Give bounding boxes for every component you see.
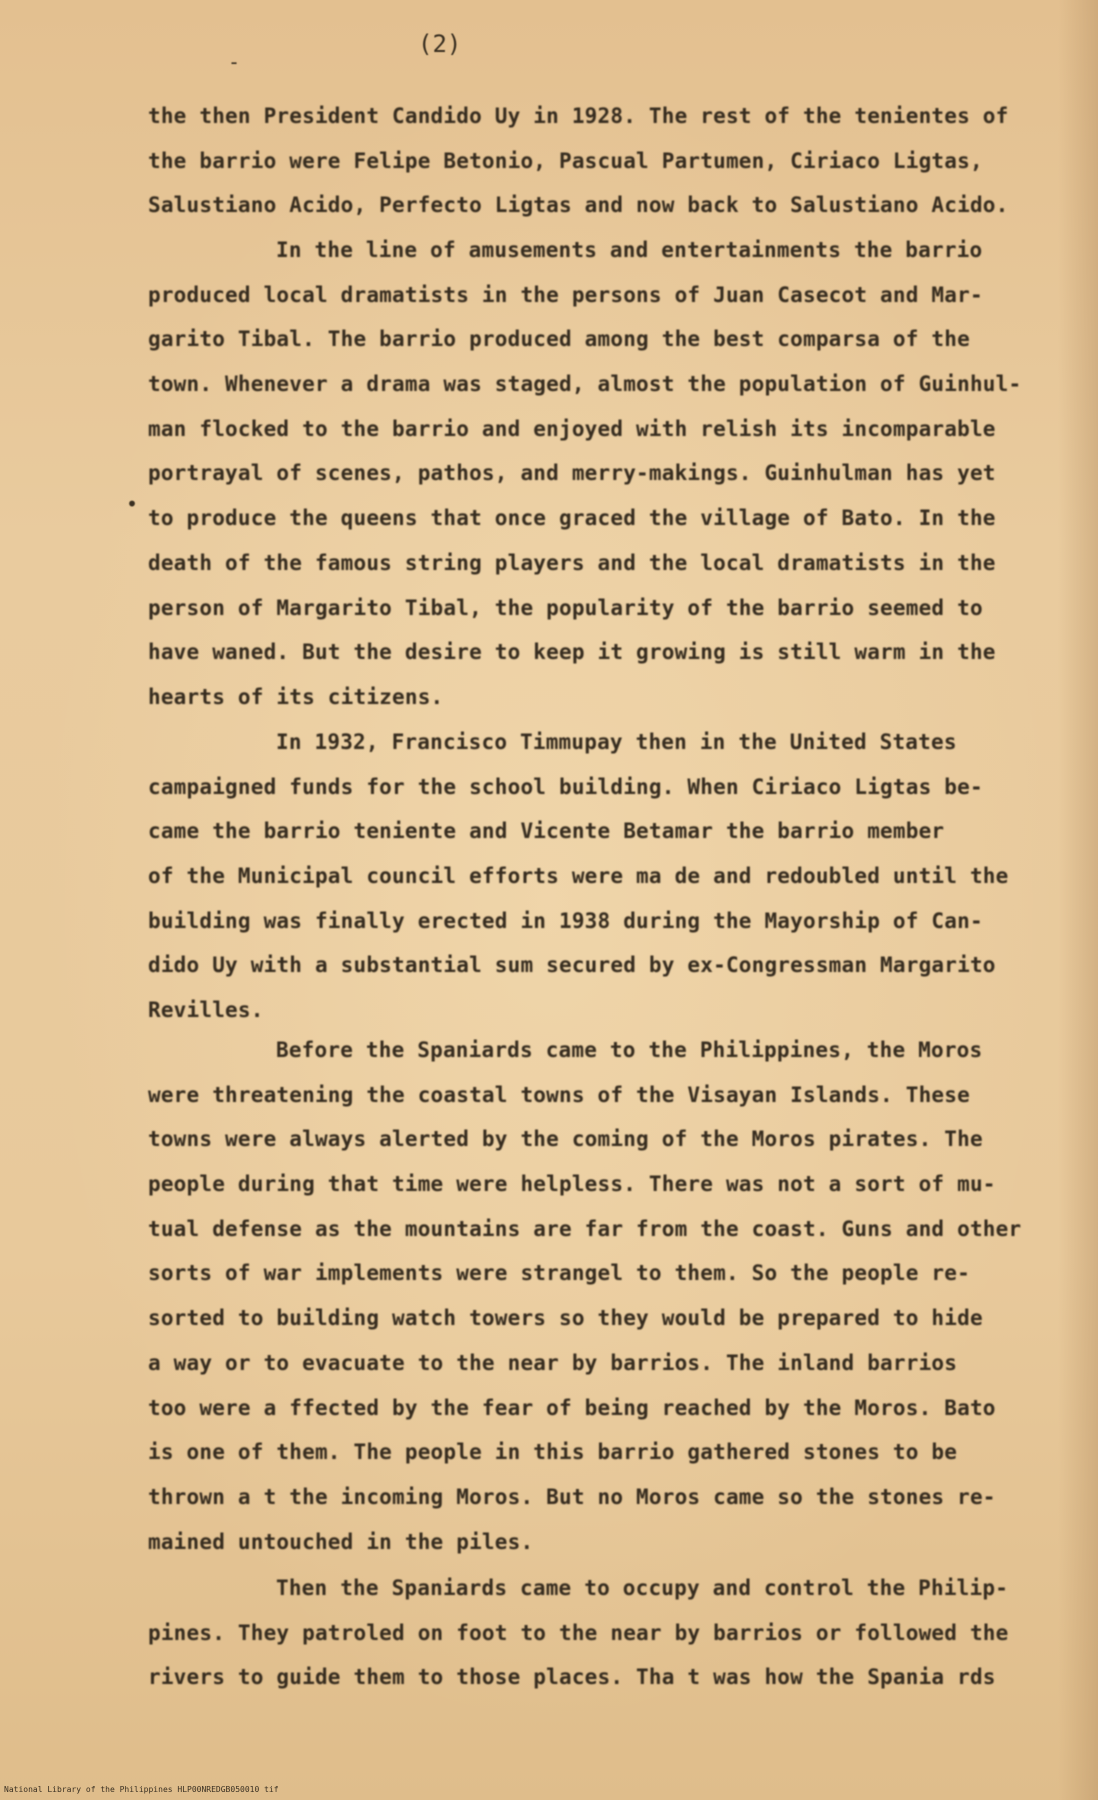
- text-line: have waned. But the desire to keep it growing is still warm in the: [148, 640, 996, 665]
- text-line: a way or to evacuate to the near by barrios. The inland barrios: [148, 1350, 958, 1375]
- text-line: hearts of its citizens.: [148, 684, 444, 709]
- paragraph-4: [148, 1028, 1022, 1564]
- margin-mark-bullet: •: [126, 492, 139, 516]
- paragraph-2: [148, 228, 1022, 720]
- text-line: building was finally erected in 1938 during the Mayorship of Can-: [148, 908, 983, 933]
- text-line: to produce the queens that once graced the village of Bato. In the: [148, 506, 996, 531]
- text-line: town. Whenever a drama was staged, almost the population of Guinhul-: [148, 372, 1022, 397]
- text-line: Before the Spaniards came to the Philippines, the Moros: [276, 1038, 983, 1062]
- text-line: person of Margarito Tibal, the popularity of the barrio seemed to: [148, 595, 983, 620]
- text-line: campaigned funds for the school building. When Ciriaco Ligtas be-: [148, 774, 983, 799]
- text-line: death of the famous string players and the local dramatists in the: [148, 550, 996, 575]
- text-line: In 1932, Francisco Timmupay then in the United States: [276, 730, 957, 754]
- text-line: the barrio were Felipe Betonio, Pascual Partumen, Ciriaco Ligtas,: [148, 148, 983, 173]
- text-line: mained untouched in the piles.: [148, 1529, 534, 1554]
- margin-mark-top: -: [228, 50, 241, 74]
- text-line: too were a ffected by the fear of being reached by the Moros. Bato: [148, 1395, 996, 1420]
- text-line: portrayal of scenes, pathos, and merry-makings. Guinhulman has yet: [148, 461, 996, 486]
- page-edge-shadow: [1058, 0, 1098, 1800]
- text-line: sorts of war implements were strangel to them. So the people re-: [148, 1261, 970, 1286]
- text-line: towns were always alerted by the coming of the Moros pirates. The: [148, 1127, 983, 1152]
- paragraph-1: [148, 94, 1009, 228]
- text-line: dido Uy with a substantial sum secured by ex-Congressman Margarito: [148, 953, 996, 978]
- text-line: were threatening the coastal towns of the Visayan Islands. These: [148, 1082, 970, 1107]
- text-line: sorted to building watch towers so they would be prepared to hide: [148, 1306, 983, 1331]
- text-line: came the barrio teniente and Vicente Betamar the barrio member: [148, 819, 945, 844]
- text-line: is one of them. The people in this barrio gathered stones to be: [148, 1440, 958, 1465]
- text-line: man flocked to the barrio and enjoyed with relish its incomparable: [148, 416, 996, 441]
- archive-footer: National Library of the Philippines HLP00NREDGB050010 tif: [4, 1785, 279, 1794]
- paragraph-5: [148, 1566, 1009, 1700]
- text-line: the then President Candido Uy in 1928. The rest of the tenientes of: [148, 104, 1009, 128]
- text-line: Then the Spaniards came to occupy and control the Philip-: [276, 1576, 1009, 1600]
- text-line: pines. They patroled on foot to the near by barrios or followed the: [148, 1620, 1009, 1645]
- text-line: produced local dramatists in the persons of Juan Casecot and Mar-: [148, 282, 983, 307]
- text-line: garito Tibal. The barrio produced among the best comparsa of the: [148, 327, 970, 352]
- text-line: thrown a t the incoming Moros. But no Moros came so the stones re-: [148, 1484, 996, 1509]
- text-line: rivers to guide them to those places. Tha t was how the Spania rds: [148, 1665, 996, 1690]
- page-number: (2): [418, 30, 462, 58]
- text-line: people during that time were helpless. There was not a sort of mu-: [148, 1172, 996, 1197]
- text-line: In the line of amusements and entertainments the barrio: [276, 238, 983, 262]
- text-line: Revilles.: [148, 998, 264, 1023]
- paragraph-3: [148, 720, 1009, 1033]
- text-line: tual defense as the mountains are far from the coast. Guns and other: [148, 1216, 1022, 1241]
- text-line: Salustiano Acido, Perfecto Ligtas and now back to Salustiano Acido.: [148, 193, 1009, 218]
- text-line: of the Municipal council efforts were ma de and redoubled until the: [148, 864, 1009, 889]
